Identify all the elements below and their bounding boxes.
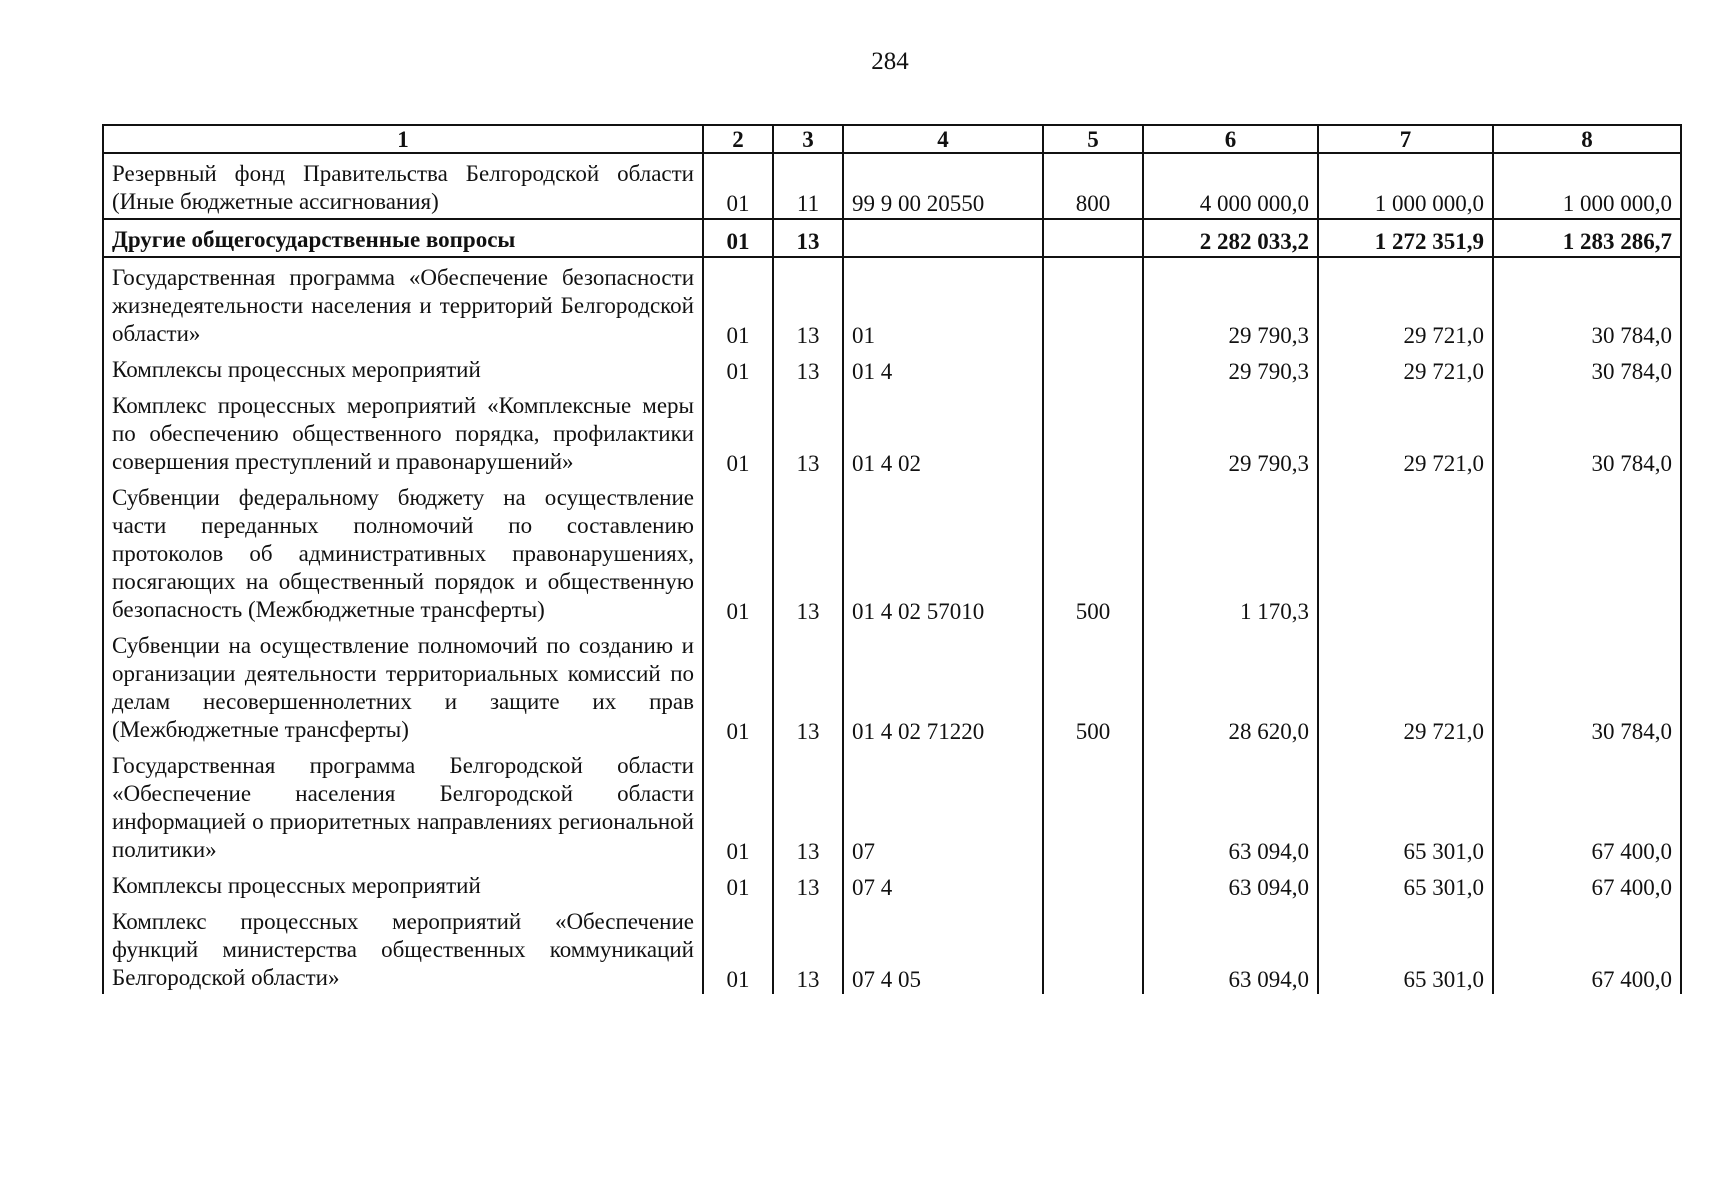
cell-expense-type: 500: [1043, 478, 1143, 626]
table-row: [103, 626, 1681, 746]
cell-subsection: 13: [773, 866, 843, 902]
cell-amount-year-1: 1 170,3: [1143, 478, 1318, 626]
cell-subsection: 11: [773, 153, 843, 219]
table-row: [103, 386, 1681, 478]
cell-amount-year-2: 65 301,0: [1318, 902, 1493, 994]
cell-name: Комплексы процессных мероприятий: [103, 866, 703, 902]
cell-subsection: 13: [773, 746, 843, 866]
cell-expense-type: [1043, 257, 1143, 350]
cell-amount-year-3: 67 400,0: [1493, 746, 1681, 866]
table-row: [103, 746, 1681, 866]
cell-section: 01: [703, 478, 773, 626]
page-number: 284: [871, 48, 909, 75]
table-row: [103, 866, 1681, 902]
cell-section: 01: [703, 866, 773, 902]
cell-section: 01: [703, 626, 773, 746]
header-col-1: 1: [103, 125, 703, 153]
cell-amount-year-3: 1 283 286,7: [1493, 219, 1681, 257]
cell-target-article: 07 4: [843, 866, 1043, 902]
cell-target-article: 01: [843, 257, 1043, 350]
cell-expense-type: [1043, 866, 1143, 902]
cell-amount-year-1: 2 282 033,2: [1143, 219, 1318, 257]
cell-section: 01: [703, 219, 773, 257]
cell-amount-year-1: 63 094,0: [1143, 902, 1318, 994]
table-row: [103, 219, 1681, 257]
table-row: [103, 350, 1681, 386]
cell-name: Государственная программа «Обеспечение безопасности жизнедеятельности населения и территорий Белгородской области»: [103, 257, 703, 350]
cell-expense-type: [1043, 746, 1143, 866]
cell-amount-year-2: 1 272 351,9: [1318, 219, 1493, 257]
cell-amount-year-2: 29 721,0: [1318, 350, 1493, 386]
cell-amount-year-2: 29 721,0: [1318, 386, 1493, 478]
cell-section: 01: [703, 746, 773, 866]
table-row: [103, 902, 1681, 994]
cell-subsection: 13: [773, 219, 843, 257]
cell-section: 01: [703, 386, 773, 478]
cell-name: Комплексы процессных мероприятий: [103, 350, 703, 386]
cell-amount-year-3: 67 400,0: [1493, 902, 1681, 994]
cell-amount-year-3: 30 784,0: [1493, 350, 1681, 386]
cell-amount-year-1: 63 094,0: [1143, 746, 1318, 866]
cell-name: Комплекс процессных мероприятий «Обеспечение функций министерства общественных коммуникаций Белгородской области»: [103, 902, 703, 994]
cell-amount-year-2: 65 301,0: [1318, 866, 1493, 902]
cell-target-article: 01 4 02: [843, 386, 1043, 478]
cell-amount-year-2: 29 721,0: [1318, 626, 1493, 746]
cell-expense-type: 800: [1043, 153, 1143, 219]
cell-expense-type: [1043, 350, 1143, 386]
cell-section: 01: [703, 257, 773, 350]
cell-name: Резервный фонд Правительства Белгородской области (Иные бюджетные ассигнования): [103, 153, 703, 219]
cell-subsection: 13: [773, 902, 843, 994]
cell-amount-year-3: 30 784,0: [1493, 386, 1681, 478]
cell-target-article: 01 4 02 71220: [843, 626, 1043, 746]
cell-target-article: 99 9 00 20550: [843, 153, 1043, 219]
cell-expense-type: 500: [1043, 626, 1143, 746]
cell-name: Государственная программа Белгородской области «Обеспечение населения Белгородской области информацией о приоритетных направлениях региональной политики»: [103, 746, 703, 866]
cell-amount-year-1: 28 620,0: [1143, 626, 1318, 746]
cell-name: Субвенции на осуществление полномочий по созданию и организации деятельности территориальных комиссий по делам несовершеннолетних и защите их прав (Межбюджетные трансферты): [103, 626, 703, 746]
cell-section: 01: [703, 153, 773, 219]
cell-target-article: [843, 219, 1043, 257]
cell-amount-year-2: [1318, 478, 1493, 626]
header-col-4: 4: [843, 125, 1043, 153]
cell-name: Комплекс процессных мероприятий «Комплексные меры по обеспечению общественного порядка, профилактики совершения преступлений и правонарушений»: [103, 386, 703, 478]
cell-subsection: 13: [773, 350, 843, 386]
cell-subsection: 13: [773, 257, 843, 350]
cell-section: 01: [703, 350, 773, 386]
cell-amount-year-1: 29 790,3: [1143, 350, 1318, 386]
table-row: [103, 257, 1681, 350]
cell-amount-year-3: 1 000 000,0: [1493, 153, 1681, 219]
cell-target-article: 07 4 05: [843, 902, 1043, 994]
header-col-2: 2: [703, 125, 773, 153]
cell-target-article: 01 4: [843, 350, 1043, 386]
cell-expense-type: [1043, 219, 1143, 257]
header-col-8: 8: [1493, 125, 1681, 153]
cell-name: Другие общегосударственные вопросы: [103, 219, 703, 257]
cell-amount-year-1: 29 790,3: [1143, 257, 1318, 350]
cell-amount-year-2: 65 301,0: [1318, 746, 1493, 866]
cell-amount-year-1: 4 000 000,0: [1143, 153, 1318, 219]
cell-expense-type: [1043, 386, 1143, 478]
cell-amount-year-3: 30 784,0: [1493, 257, 1681, 350]
cell-amount-year-1: 29 790,3: [1143, 386, 1318, 478]
cell-name: Субвенции федеральному бюджету на осуществление части переданных полномочий по составлению протоколов об административных правонарушениях, посягающих на общественный порядок и общественную безопасность (Межбюджетные трансферты): [103, 478, 703, 626]
table-header-row: [103, 125, 1681, 153]
cell-amount-year-3: [1493, 478, 1681, 626]
cell-target-article: 01 4 02 57010: [843, 478, 1043, 626]
header-col-6: 6: [1143, 125, 1318, 153]
budget-table: [102, 124, 1682, 994]
cell-amount-year-2: 1 000 000,0: [1318, 153, 1493, 219]
cell-subsection: 13: [773, 626, 843, 746]
table-body: [103, 153, 1681, 994]
header-col-5: 5: [1043, 125, 1143, 153]
cell-expense-type: [1043, 902, 1143, 994]
cell-section: 01: [703, 902, 773, 994]
cell-target-article: 07: [843, 746, 1043, 866]
cell-subsection: 13: [773, 478, 843, 626]
cell-amount-year-3: 30 784,0: [1493, 626, 1681, 746]
table-row: [103, 478, 1681, 626]
table-row: [103, 153, 1681, 219]
header-col-7: 7: [1318, 125, 1493, 153]
cell-amount-year-3: 67 400,0: [1493, 866, 1681, 902]
cell-subsection: 13: [773, 386, 843, 478]
header-col-3: 3: [773, 125, 843, 153]
cell-amount-year-1: 63 094,0: [1143, 866, 1318, 902]
cell-amount-year-2: 29 721,0: [1318, 257, 1493, 350]
